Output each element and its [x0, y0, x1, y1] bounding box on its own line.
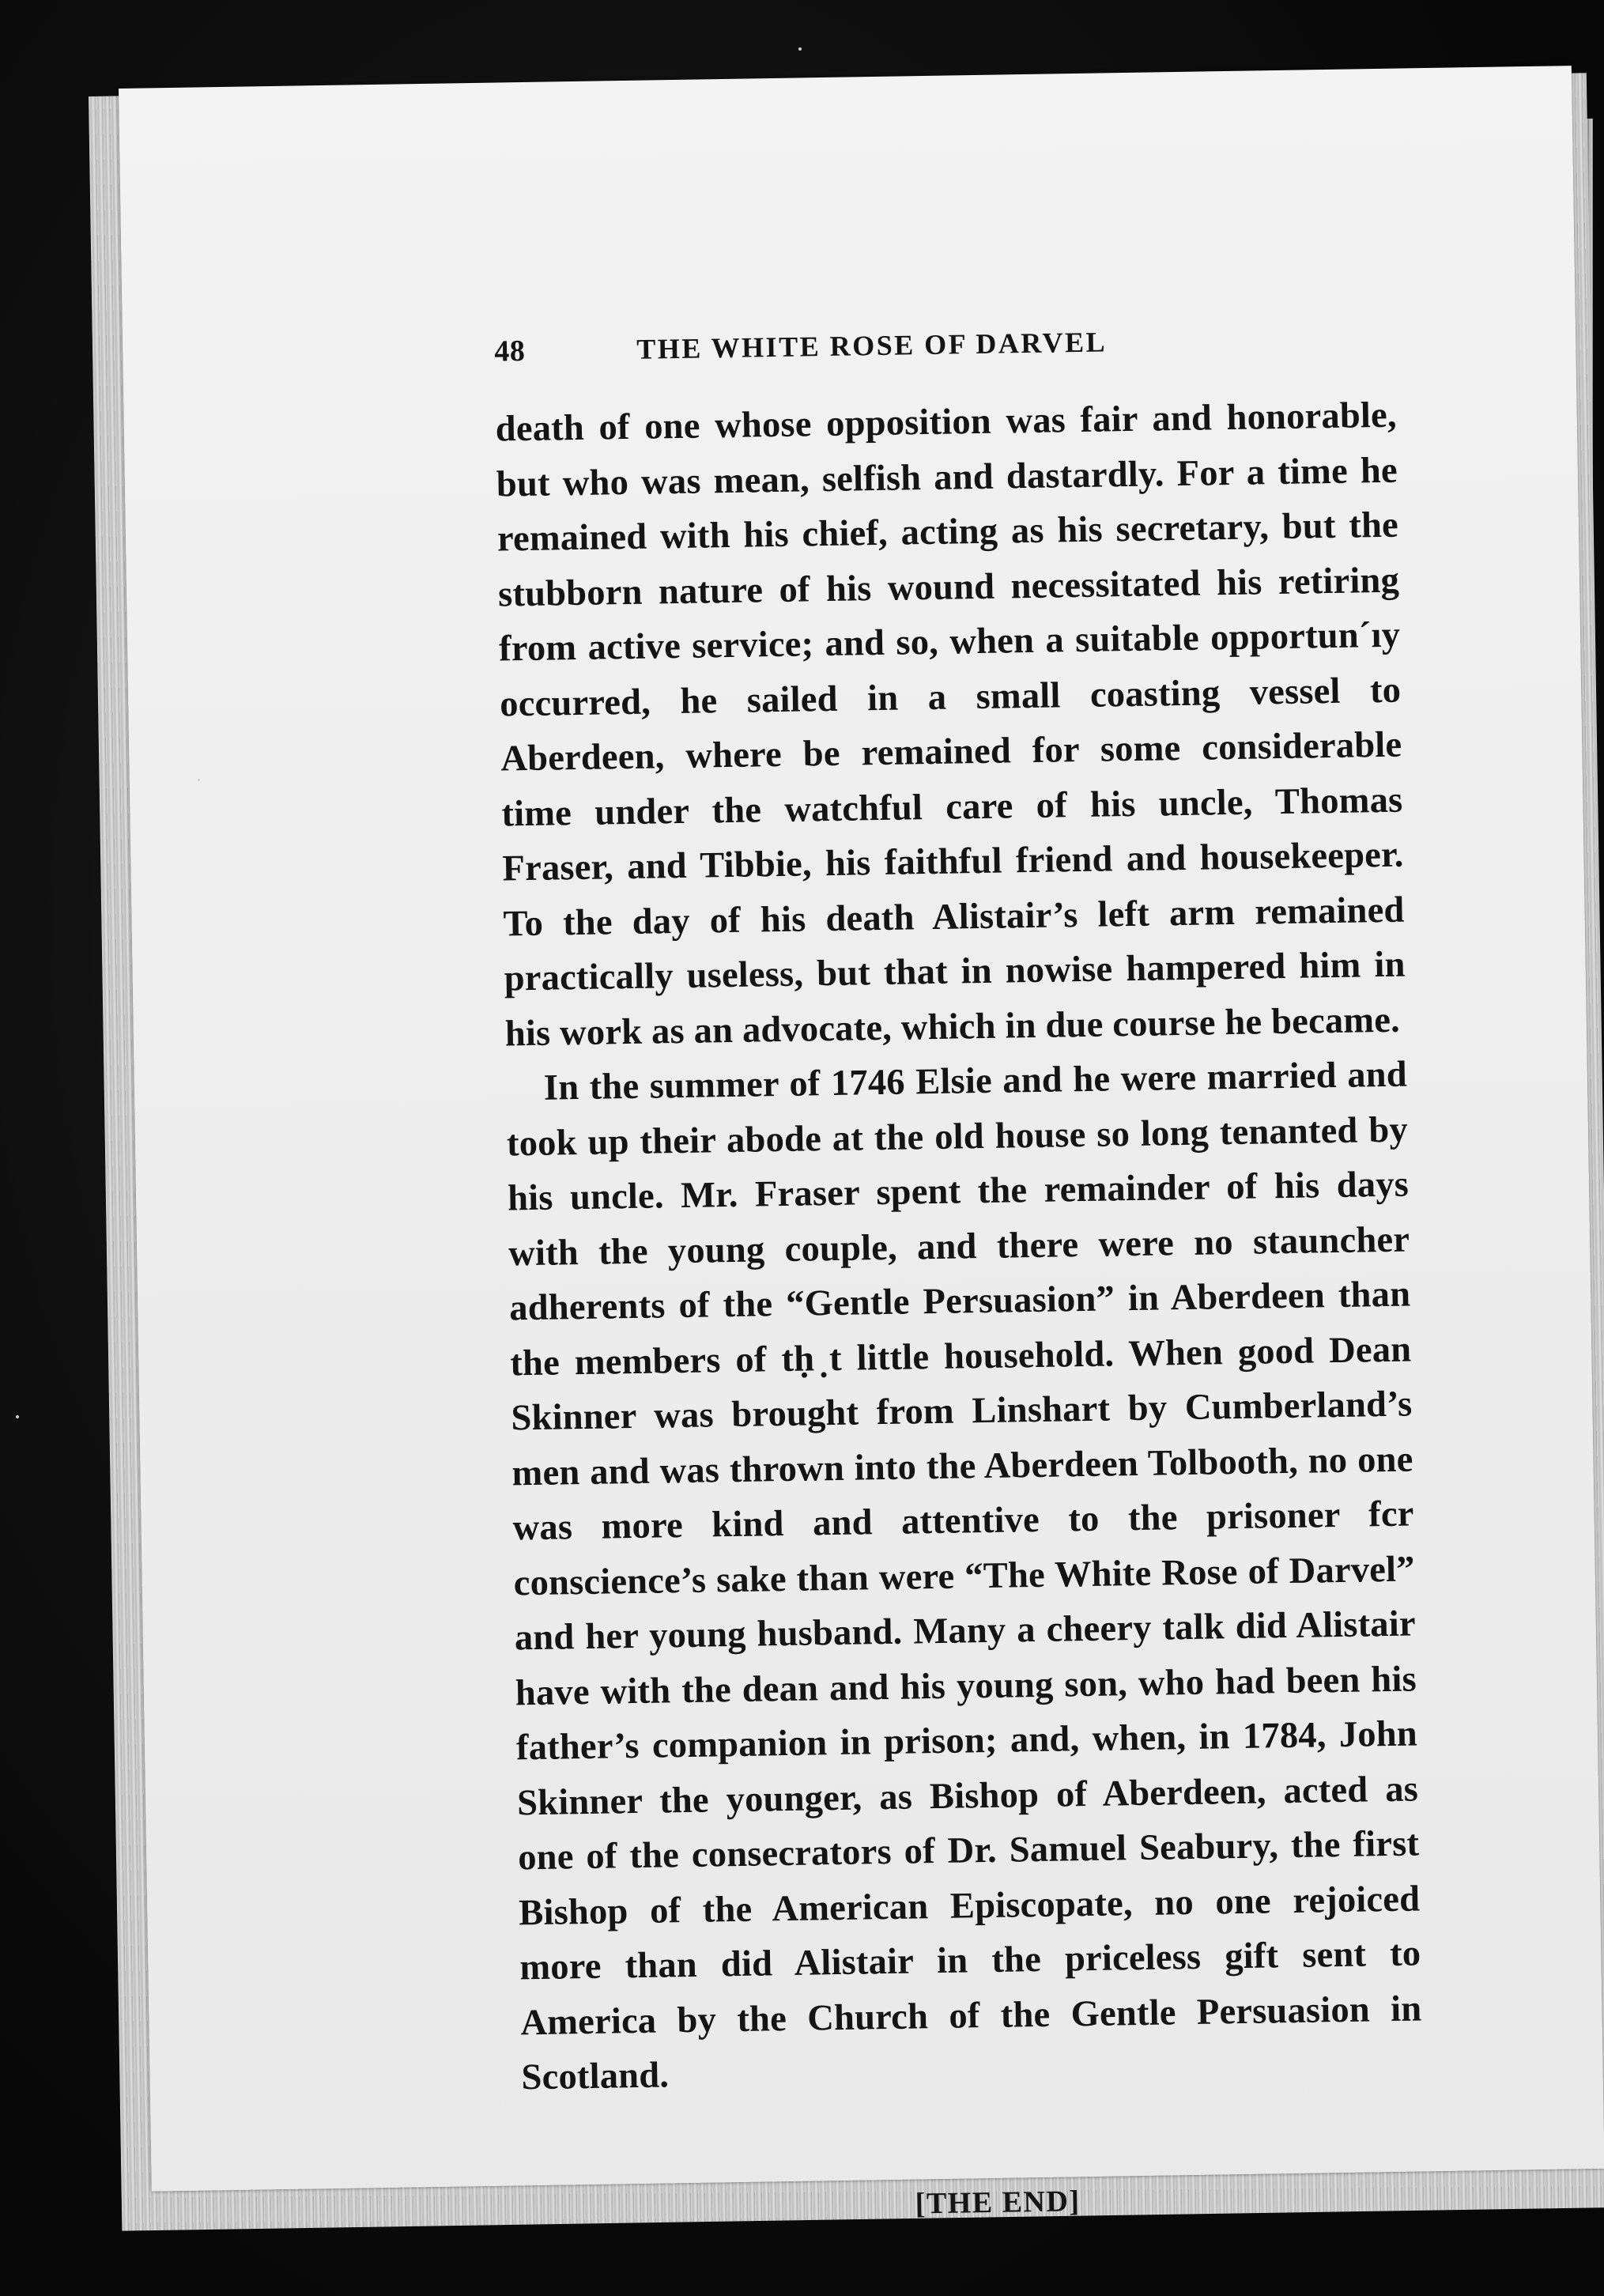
page-number: 48	[493, 334, 526, 368]
dust-speck	[798, 47, 802, 51]
dust-speck	[198, 779, 200, 781]
running-title: THE WHITE ROSE OF DARVEL	[636, 326, 1108, 365]
paragraph-1: death of one whose opposition was fair and honorable, but who was mean, selfish and dastardly. For a time he remained with his chief, acting as his secretary, but the stubborn nature of his wound necessitated his retiring from active service; and so, when a suitable opportun´ıy occurred, he sailed in a small coasting vessel to Aberdeen, where be remained for some considerable time under the watchful care of his uncle, Thomas Fraser, and Tibbie, his faithful friend and housekeeper. To the day of his death Alistair’s left arm remained practically useless, but that in nowise hampered him in his work as an advocate, which in due course he became.	[495, 395, 1406, 1054]
book-page	[119, 66, 1604, 2220]
dust-speck	[16, 1415, 19, 1418]
page-content	[494, 320, 1425, 2227]
end-marker: [THE END]	[915, 2184, 1081, 2220]
paragraph-2: In the summer of 1746 Elsie and he were married and took up their abode at the old house so long tenanted by his uncle. Mr. Fraser spent the remainder of his days with the young couple, and there were no stauncher adherents of the “Gentle Persuasion” in Aberdeen than the members of tḥ ̣t little household. When good Dean Skinner was brought from Linshart by Cumberland’s men and was thrown into the Aberdeen Tolbooth, no one was more kind and attentive to the prisoner fcr conscience’s sake than were “The White Rose of Darvel” and her young husband. Many a cheery talk did Alistair have with the dean and his young son, who had been his father’s companion in prison; and, when, in 1784, John Skinner the younger, as Bishop of Aberdeen, acted as one of the consecrators of Dr. Samuel Seabury, the first Bishop of the American Episcopate, no one rejoiced more than did Alistair in the priceless gift sent to America by the Church of the Gentle Persuasion in Scotland.	[506, 1054, 1422, 2098]
running-head	[494, 320, 1396, 376]
